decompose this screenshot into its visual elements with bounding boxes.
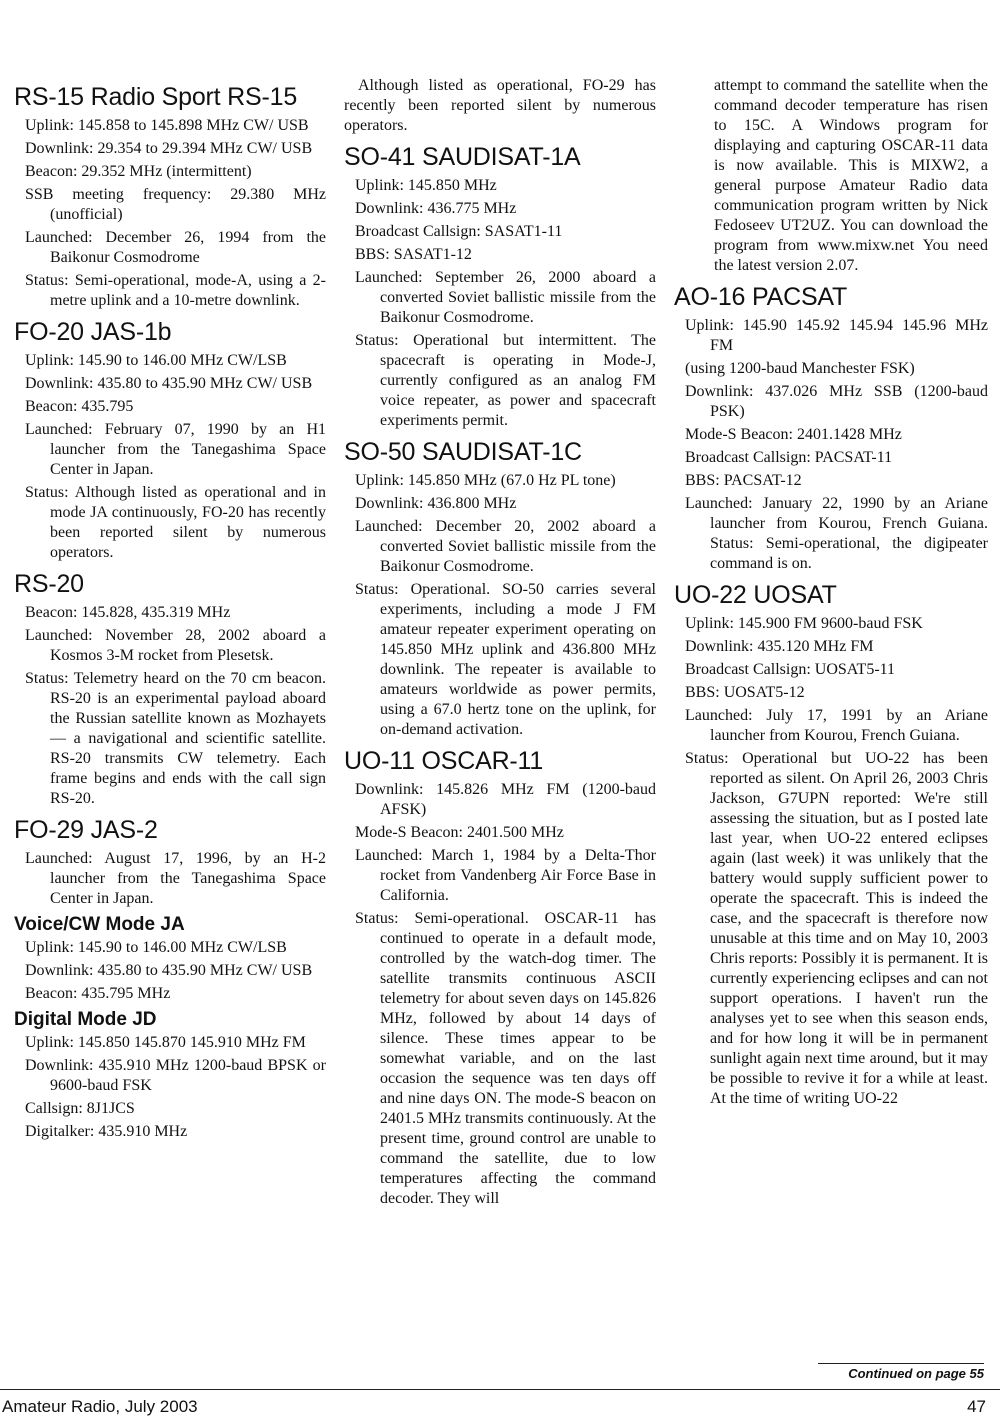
so50-downlink: Downlink: 436.800 MHz <box>355 495 517 512</box>
so50-uplink: Uplink: 145.850 MHz (67.0 Hz PL tone) <box>355 472 616 489</box>
uo22-uplink: Uplink: 145.900 FM 9600-baud FSK <box>685 615 923 632</box>
continued-on-page-link[interactable]: Continued on page 55 <box>818 1363 984 1381</box>
uo22-downlink: Downlink: 435.120 MHz FM <box>685 638 874 655</box>
fo29-voice-uplink: Uplink: 145.90 to 146.00 MHz CW/LSB <box>25 939 287 956</box>
fo20-uplink: Uplink: 145.90 to 146.00 MHz CW/LSB <box>25 352 287 369</box>
rs15-uplink: Uplink: 145.858 to 145.898 MHz CW/ USB <box>25 117 309 134</box>
uo22-launched: Launched: July 17, 1991 by an Ariane launcher from Kourou, French Guiana. <box>685 707 988 744</box>
section-title-rs15: RS-15 Radio Sport RS-15 <box>14 83 298 111</box>
so41-callsign: Broadcast Callsign: SASAT1-11 <box>355 223 563 240</box>
so41-downlink: Downlink: 436.775 MHz <box>355 200 517 217</box>
section-title-so50: SO-50 SAUDISAT-1C <box>344 438 582 466</box>
column-3 <box>674 76 988 1112</box>
uo11-status: Status: Semi-operational. OSCAR-11 has continued to operate in a default mode, controlled by the watch-dog timer. The satellite transmits continuous ASCII telemetry for about seven days on 145.826 MHz, followed by about 14 days of silence. These times appear to be somewhat variable, and on the last occasion the sequence was ten days off and nine days ON. The mode-S beacon on 2401.5 MHz transmits continuously. At the present time, ground control are unable to command the satellite, due to low temperatures affecting the command decoder. They will <box>355 910 656 1207</box>
rs15-status: Status: Semi-operational, mode-A, using a 2-metre uplink and a 10-metre downlink. <box>25 272 326 309</box>
section-so41 <box>344 142 656 431</box>
rs15-downlink: Downlink: 29.354 to 29.394 MHz CW/ USB <box>25 140 313 157</box>
fo29-digital-callsign: Callsign: 8J1JCS <box>25 1100 135 1117</box>
column-2 <box>344 76 656 1212</box>
uo11-beacon: Mode-S Beacon: 2401.500 MHz <box>355 824 564 841</box>
fo29-launched: Launched: August 17, 1996, by an H-2 launcher from the Tanegashima Space Center in Japan. <box>25 850 326 907</box>
section-title-so41: SO-41 SAUDISAT-1A <box>344 143 581 171</box>
subsection-title-digital: Digital Mode JD <box>14 1009 157 1030</box>
page-number: 47 <box>967 1397 986 1416</box>
section-fo29 <box>14 815 326 1142</box>
uo11-downlink: Downlink: 145.826 MHz FM (1200-baud AFSK) <box>355 781 656 818</box>
section-rs15 <box>14 82 326 311</box>
so41-status: Status: Operational but intermittent. The spacecraft is operating in Mode-J, currently configured as an analog FM voice repeater, as power and spacecraft experiments permit. <box>355 332 656 429</box>
footer-publication: Amateur Radio, July 2003 <box>2 1397 198 1416</box>
ao16-uplink: Uplink: 145.90 145.92 145.94 145.96 MHz FM <box>685 317 988 354</box>
ao16-uplink-note: (using 1200-baud Manchester FSK) <box>685 360 915 377</box>
ao16-beacon: Mode-S Beacon: 2401.1428 MHz <box>685 426 902 443</box>
fo20-downlink: Downlink: 435.80 to 435.90 MHz CW/ USB <box>25 375 313 392</box>
uo11-status-continued: attempt to command the satellite when the command decoder temperature has risen to 15C. A Windows program for displaying and capturing OSCAR-11 data is now available. This is MIXW2, a general purpose Amateur Radio data communication program written by Nick Fedoseev UT2UZ. You can download the program from www.mixw.net You need the latest version 2.07. <box>714 77 988 274</box>
uo11-launched: Launched: March 1, 1984 by a Delta-Thor rocket from Vandenberg Air Force Base in California. <box>355 847 656 904</box>
section-title-rs20: RS-20 <box>14 570 84 598</box>
so41-launched: Launched: September 26, 2000 aboard a converted Soviet ballistic missile from the Baikonur Cosmodrome. <box>355 269 656 326</box>
ao16-downlink: Downlink: 437.026 MHz SSB (1200-baud PSK) <box>685 383 988 420</box>
ao16-callsign: Broadcast Callsign: PACSAT-11 <box>685 449 893 466</box>
fo29-note: Although listed as operational, FO-29 has recently been reported silent by numerous operators. <box>344 77 656 134</box>
rs20-status: Status: Telemetry heard on the 70 cm beacon. RS-20 is an experimental payload aboard the Russian satellite known as Mozhayets — a navigational and scientific satellite. RS-20 transmits CW telemetry. Each frame begins and ends with the call sign RS-20. <box>25 670 326 807</box>
section-fo20 <box>14 317 326 563</box>
uo22-callsign: Broadcast Callsign: UOSAT5-11 <box>685 661 896 678</box>
fo29-digitalker: Digitalker: 435.910 MHz <box>25 1123 188 1140</box>
rs15-launched: Launched: December 26, 1994 from the Baikonur Cosmodrome <box>25 229 326 266</box>
rs15-ssb-frequency: SSB meeting frequency: 29.380 MHz (unofficial) <box>25 186 326 223</box>
fo20-status: Status: Although listed as operational and in mode JA continuously, FO-20 has recently been reported silent by numerous operators. <box>25 484 326 561</box>
section-title-uo11: UO-11 OSCAR-11 <box>344 747 544 775</box>
section-ao16 <box>674 282 988 574</box>
section-title-fo29: FO-29 JAS-2 <box>14 816 158 844</box>
section-title-fo20: FO-20 JAS-1b <box>14 318 172 346</box>
column-1 <box>14 76 326 1145</box>
subsection-title-voice-cw: Voice/CW Mode JA <box>14 914 185 935</box>
fo29-voice-downlink: Downlink: 435.80 to 435.90 MHz CW/ USB <box>25 962 313 979</box>
uo22-status: Status: Operational but UO-22 has been reported as silent. On April 26, 2003 Chris Jackson, G7UPN reported: We're still assessing the situation, but as I posted late last year, when UO-22 entered eclipses again (last week) it was unlikely that the battery would supply sufficient power to operate the spacecraft. This is indeed the case, and the spacecraft is therefore now unusable at this time and on May 10, 2003 Chris reports: Possibly it is permanent. It is currently experiencing eclipses and can not support operations. I haven't run the analyses yet to see when this season ends, and for how long it will be in permanent sunlight again next time around, but it may be possible to revive it for a while at least. At the time of writing UO-22 <box>685 750 988 1107</box>
uo22-bbs: BBS: UOSAT5-12 <box>685 684 805 701</box>
fo20-launched: Launched: February 07, 1990 by an H1 launcher from the Tanegashima Space Center in Japan. <box>25 421 326 478</box>
ao16-launched-status: Launched: January 22, 1990 by an Ariane launcher from Kourou, French Guiana. Status: Semi-operational, the digipeater command is on. <box>685 495 988 572</box>
section-rs20 <box>14 569 326 809</box>
so50-launched: Launched: December 20, 2002 aboard a converted Soviet ballistic missile from the Baikonur Cosmodrome. <box>355 518 656 575</box>
rs20-beacon: Beacon: 145.828, 435.319 MHz <box>25 604 231 621</box>
footer-divider <box>0 1389 1000 1390</box>
section-title-uo22: UO-22 UOSAT <box>674 581 837 609</box>
fo29-digital-downlink: Downlink: 435.910 MHz 1200-baud BPSK or 9600-baud FSK <box>25 1057 326 1094</box>
fo20-beacon: Beacon: 435.795 <box>25 398 134 415</box>
fo29-voice-beacon: Beacon: 435.795 MHz <box>25 985 171 1002</box>
section-uo22 <box>674 580 988 1109</box>
ao16-bbs: BBS: PACSAT-12 <box>685 472 802 489</box>
rs15-beacon: Beacon: 29.352 MHz (intermittent) <box>25 163 252 180</box>
rs20-launched: Launched: November 28, 2002 aboard a Kosmos 3-M rocket from Plesetsk. <box>25 627 326 664</box>
so50-status: Status: Operational. SO-50 carries several experiments, including a mode J FM amateur repeater experiment operating on 145.850 MHz uplink and 436.800 MHz downlink. The repeater is available to amateurs worldwide as power permits, using a 67.0 hertz tone on the uplink, for on-demand activation. <box>355 581 656 738</box>
so41-uplink: Uplink: 145.850 MHz <box>355 177 497 194</box>
fo29-digital-uplink: Uplink: 145.850 145.870 145.910 MHz FM <box>25 1034 306 1051</box>
section-title-ao16: AO-16 PACSAT <box>674 283 848 311</box>
section-uo11 <box>344 746 656 1209</box>
so41-bbs: BBS: SASAT1-12 <box>355 246 472 263</box>
section-so50 <box>344 437 656 740</box>
